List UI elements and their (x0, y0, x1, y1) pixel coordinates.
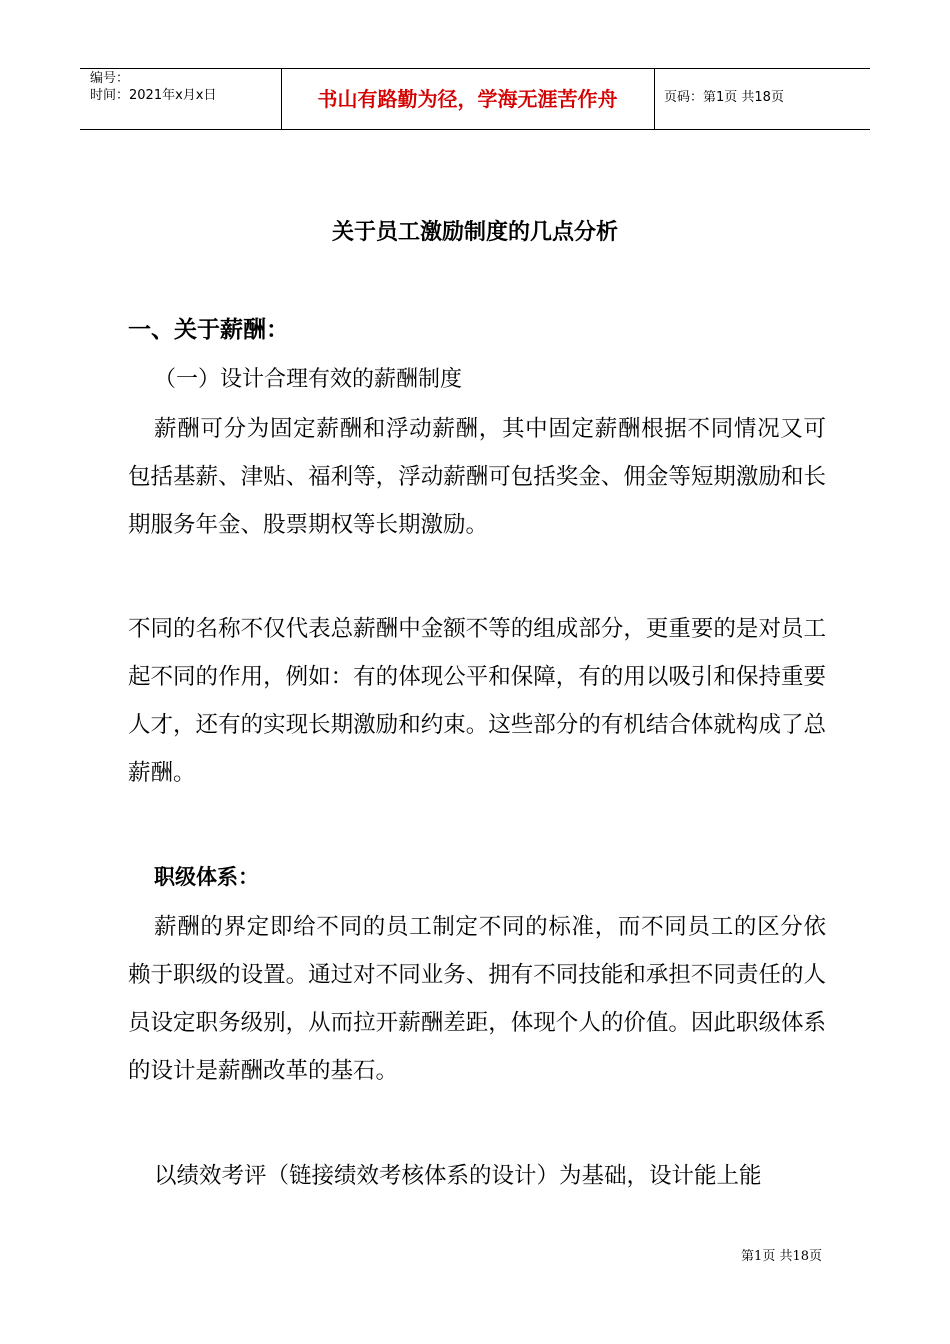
document-time-label: 时间：2021年x月x日 (90, 88, 217, 103)
header-page-info: 页码：第1页 共18页 (664, 90, 784, 105)
header-table (80, 68, 870, 130)
paragraph-rank-system: 薪酬的界定即给不同的员工制定不同的标准，而不同员工的区分依赖于职级的设置。通过对不同业务、拥有不同技能和承担不同责任的人员设定职务级别，从而拉开薪酬差距，体现个人的价值。因此职级体系的设计是薪酬改革的基石。 (128, 914, 826, 1084)
document-title: 关于员工激励制度的几点分析 (331, 220, 618, 245)
header-center-cell (281, 69, 655, 129)
paragraph-performance: 以绩效考评（链接绩效考核体系的设计）为基础，设计能上能 (154, 1163, 762, 1189)
header-right-cell (655, 69, 870, 129)
footer-page-info: 第1页 共18页 (741, 1249, 822, 1264)
document-number-label: 编号： (90, 71, 130, 86)
section-heading-salary: 一、关于薪酬： (128, 317, 289, 343)
header-left-cell (80, 69, 282, 129)
paragraph-salary-components: 不同的名称不仅代表总薪酬中金额不等的组成部分，更重要的是对员工起不同的作用，例如：有的体现公平和保障，有的用以吸引和保持重要人才，还有的实现长期激励和约束。这些部分的有机结合体就构成了总薪酬。 (128, 616, 826, 786)
section-heading-rank-system: 职级体系： (154, 865, 259, 889)
subsection-heading: （一）设计合理有效的薪酬制度 (154, 367, 463, 392)
paragraph-salary-types: 薪酬可分为固定薪酬和浮动薪酬，其中固定薪酬根据不同情况又可包括基薪、津贴、福利等，浮动薪酬可包括奖金、佣金等短期激励和长期服务年金、股票期权等长期激励。 (128, 416, 826, 538)
header-motto: 书山有路勤为径，学海无涯苦作舟 (317, 87, 618, 111)
